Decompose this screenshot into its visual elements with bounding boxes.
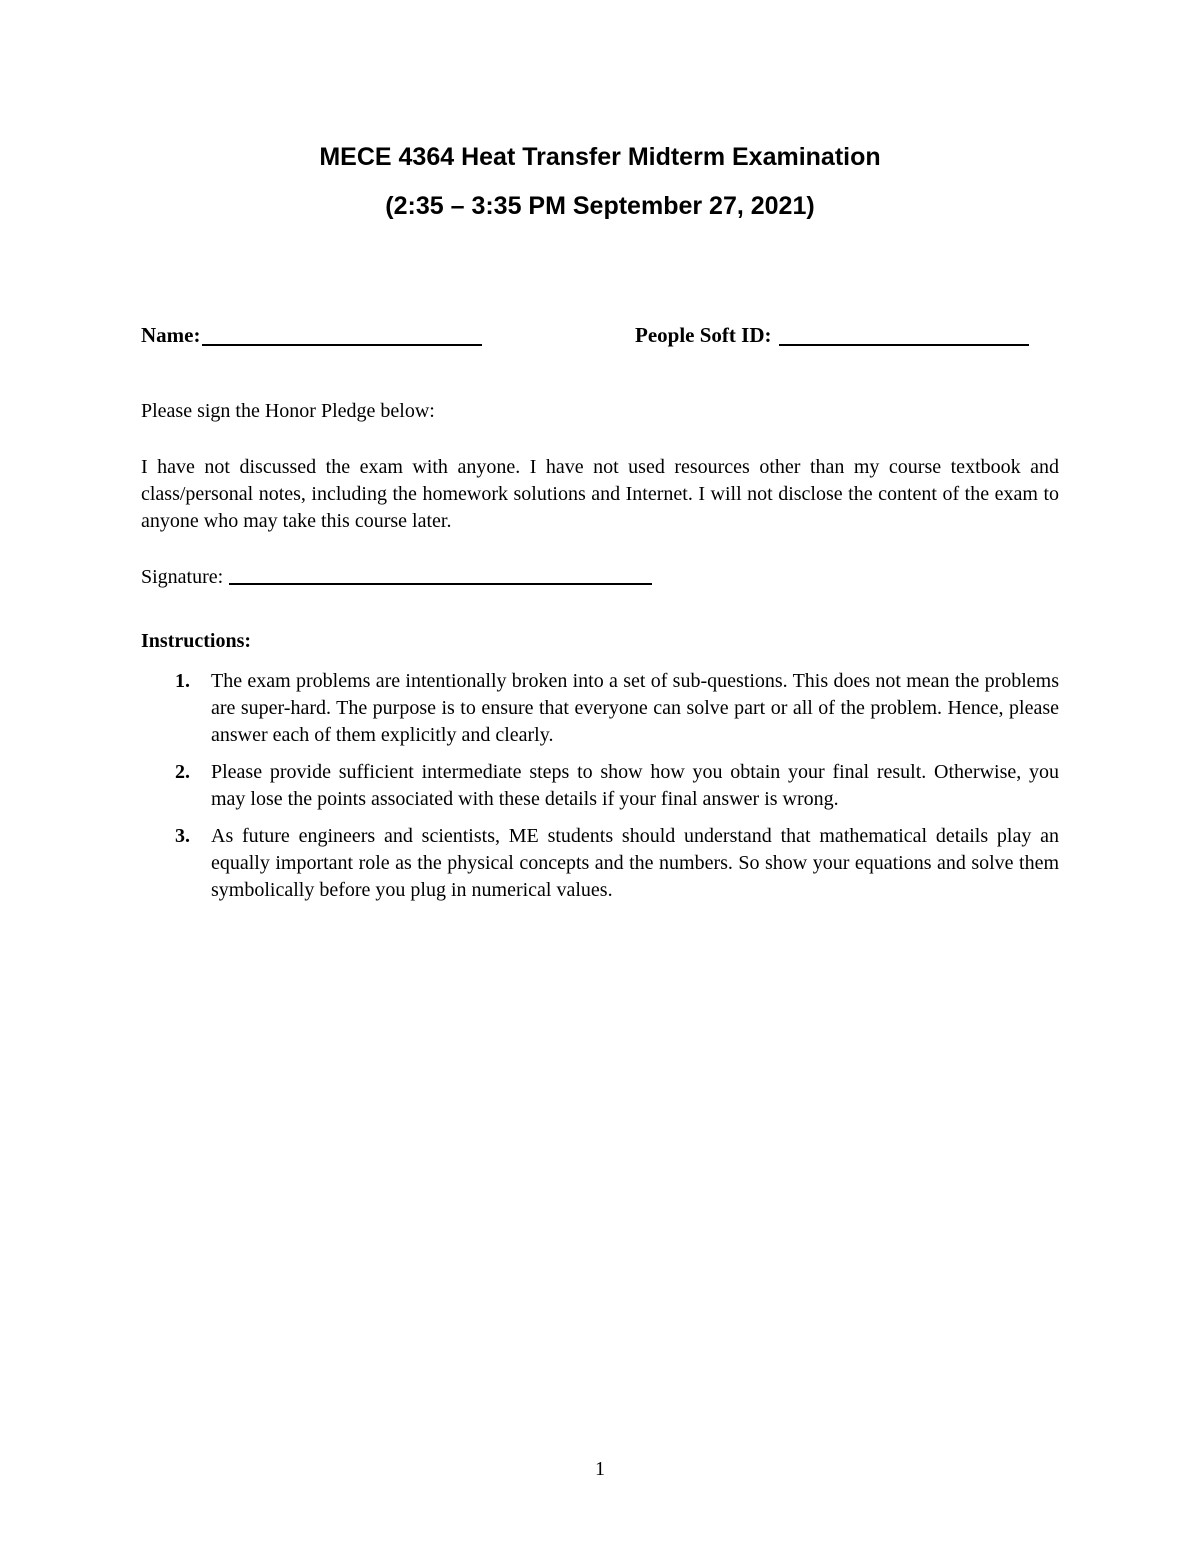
peoplesoft-id-label: People Soft ID: bbox=[635, 323, 772, 347]
instructions-heading: Instructions: bbox=[141, 630, 252, 652]
pledge-intro: Please sign the Honor Pledge below: bbox=[141, 400, 435, 422]
signature-row bbox=[141, 563, 1059, 591]
peoplesoft-id-blank-line[interactable] bbox=[779, 322, 1029, 346]
instructions-list bbox=[141, 668, 1059, 914]
name-blank-line[interactable] bbox=[202, 322, 482, 346]
instruction-item bbox=[141, 668, 1059, 749]
instruction-text: The exam problems are intentionally broken into a set of sub-questions. This does not mean the problems are super-hard. The purpose is to ensure that everyone can solve part or all of the problem. Hence, please answer each of them explicitly and clearly. bbox=[211, 670, 1059, 746]
instruction-text: As future engineers and scientists, ME students should understand that mathematical details play an equally important role as the physical concepts and the numbers. So show your equations and solve them symbolically before you plug in numerical values. bbox=[211, 825, 1059, 901]
exam-title: MECE 4364 Heat Transfer Midterm Examination bbox=[319, 143, 881, 171]
name-label: Name: bbox=[141, 323, 201, 347]
signature-label: Signature: bbox=[141, 566, 224, 588]
honor-pledge-text: I have not discussed the exam with anyone. I have not used resources other than my course textbook and class/personal notes, including the homework solutions and Internet. I will not disclose the content of the exam to anyone who may take this course later. bbox=[141, 456, 1059, 532]
signature-blank-line[interactable] bbox=[229, 563, 652, 585]
peoplesoft-id-field bbox=[635, 318, 1029, 348]
exam-time-date: (2:35 – 3:35 PM September 27, 2021) bbox=[385, 192, 815, 220]
instruction-text: Please provide sufficient intermediate steps to show how you obtain your final result. Otherwise, you may lose the points associated with these details if your final answer is wrong. bbox=[211, 761, 1059, 810]
instruction-number: 2. bbox=[175, 761, 190, 783]
instruction-item bbox=[141, 823, 1059, 904]
name-field bbox=[141, 318, 482, 348]
instruction-number: 1. bbox=[175, 670, 190, 692]
instruction-item bbox=[141, 759, 1059, 813]
page-number: 1 bbox=[595, 1458, 605, 1480]
instruction-number: 3. bbox=[175, 825, 190, 847]
exam-header bbox=[0, 141, 1200, 222]
